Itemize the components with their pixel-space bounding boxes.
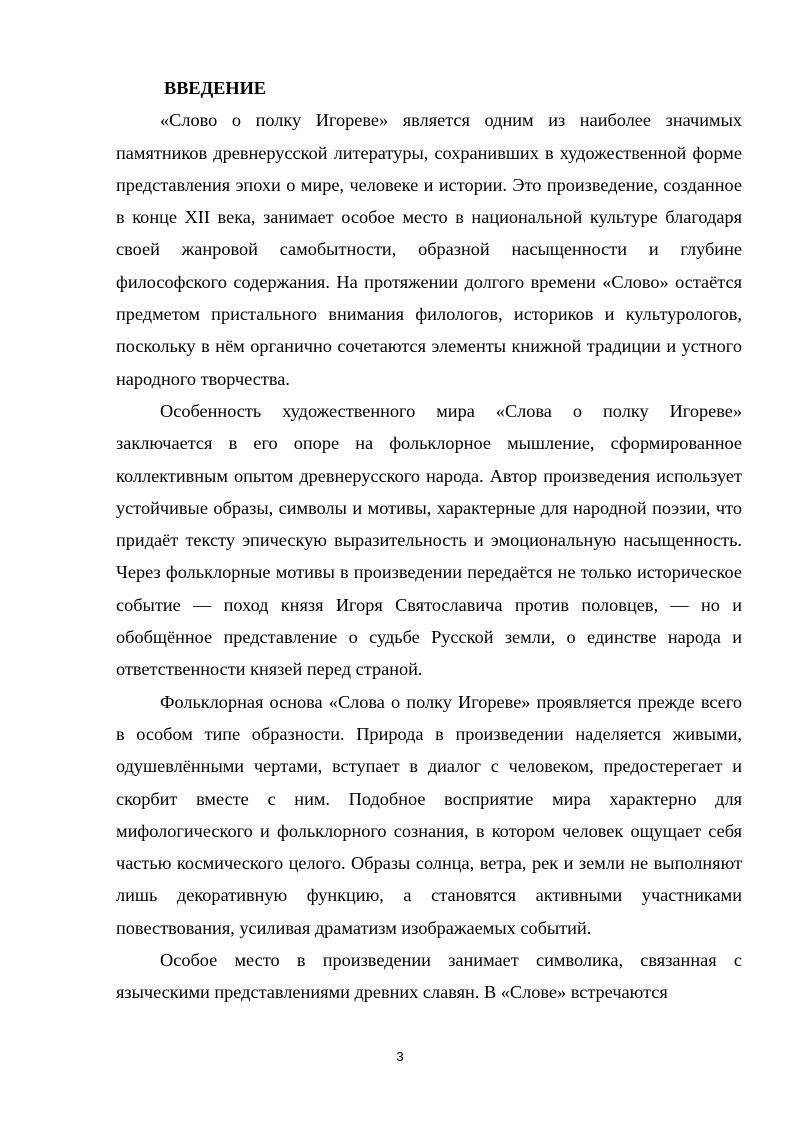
- page-body: [116, 72, 742, 1009]
- paragraph-1: «Слово о полку Игореве» является одним из наиболее значимых памятников древнерусской литературы, сохранивших в художественной форме представления эпохи о мире, человеке и истории. Это произведение, созданное в конце XII века, занимает особое место в национальной культуре благодаря своей жанровой самобытности, образной насыщенности и глубине философского содержания. На протяжении долгого времени «Слово» остаётся предметом пристального внимания филологов, историков и культурологов, поскольку в нём органично сочетаются элементы книжной традиции и устного народного творчества.: [116, 110, 742, 389]
- page-number: 3: [396, 1049, 404, 1064]
- paragraph-4: Особое место в произведении занимает символика, связанная с языческими представлениями древних славян. В «Слове» встречаются: [116, 950, 742, 1003]
- paragraph-3: Фольклорная основа «Слова о полку Игореве» проявляется прежде всего в особом типе образности. Природа в произведении наделяется живыми, одушевлёнными чертами, вступает в диалог с человеком, предостерегает и скорбит вместе с ним. Подобное восприятие мира характерно для мифологического и фольклорного сознания, в котором человек ощущает себя частью космического целого. Образы солнца, ветра, рек и земли не выполняют лишь декоративную функцию, а становятся активными участниками повествования, усиливая драматизм изображаемых событий.: [116, 691, 742, 938]
- section-heading: ВВЕДЕНИЕ: [164, 78, 266, 98]
- paragraph-2: Особенность художественного мира «Слова о полку Игореве» заключается в его опоре на фольклорное мышление, сформированное коллективным опытом древнерусского народа. Автор произведения использует устойчивые образы, символы и мотивы, характерные для народной поэзии, что придаёт тексту эпическую выразительность и эмоциональную насыщенность. Через фольклорные мотивы в произведении передаётся не только историческое событие — поход князя Игоря Святославича против половцев, — но и обобщённое представление о судьбе Русской земли, о единстве народа и ответственности князей перед страной.: [116, 400, 742, 680]
